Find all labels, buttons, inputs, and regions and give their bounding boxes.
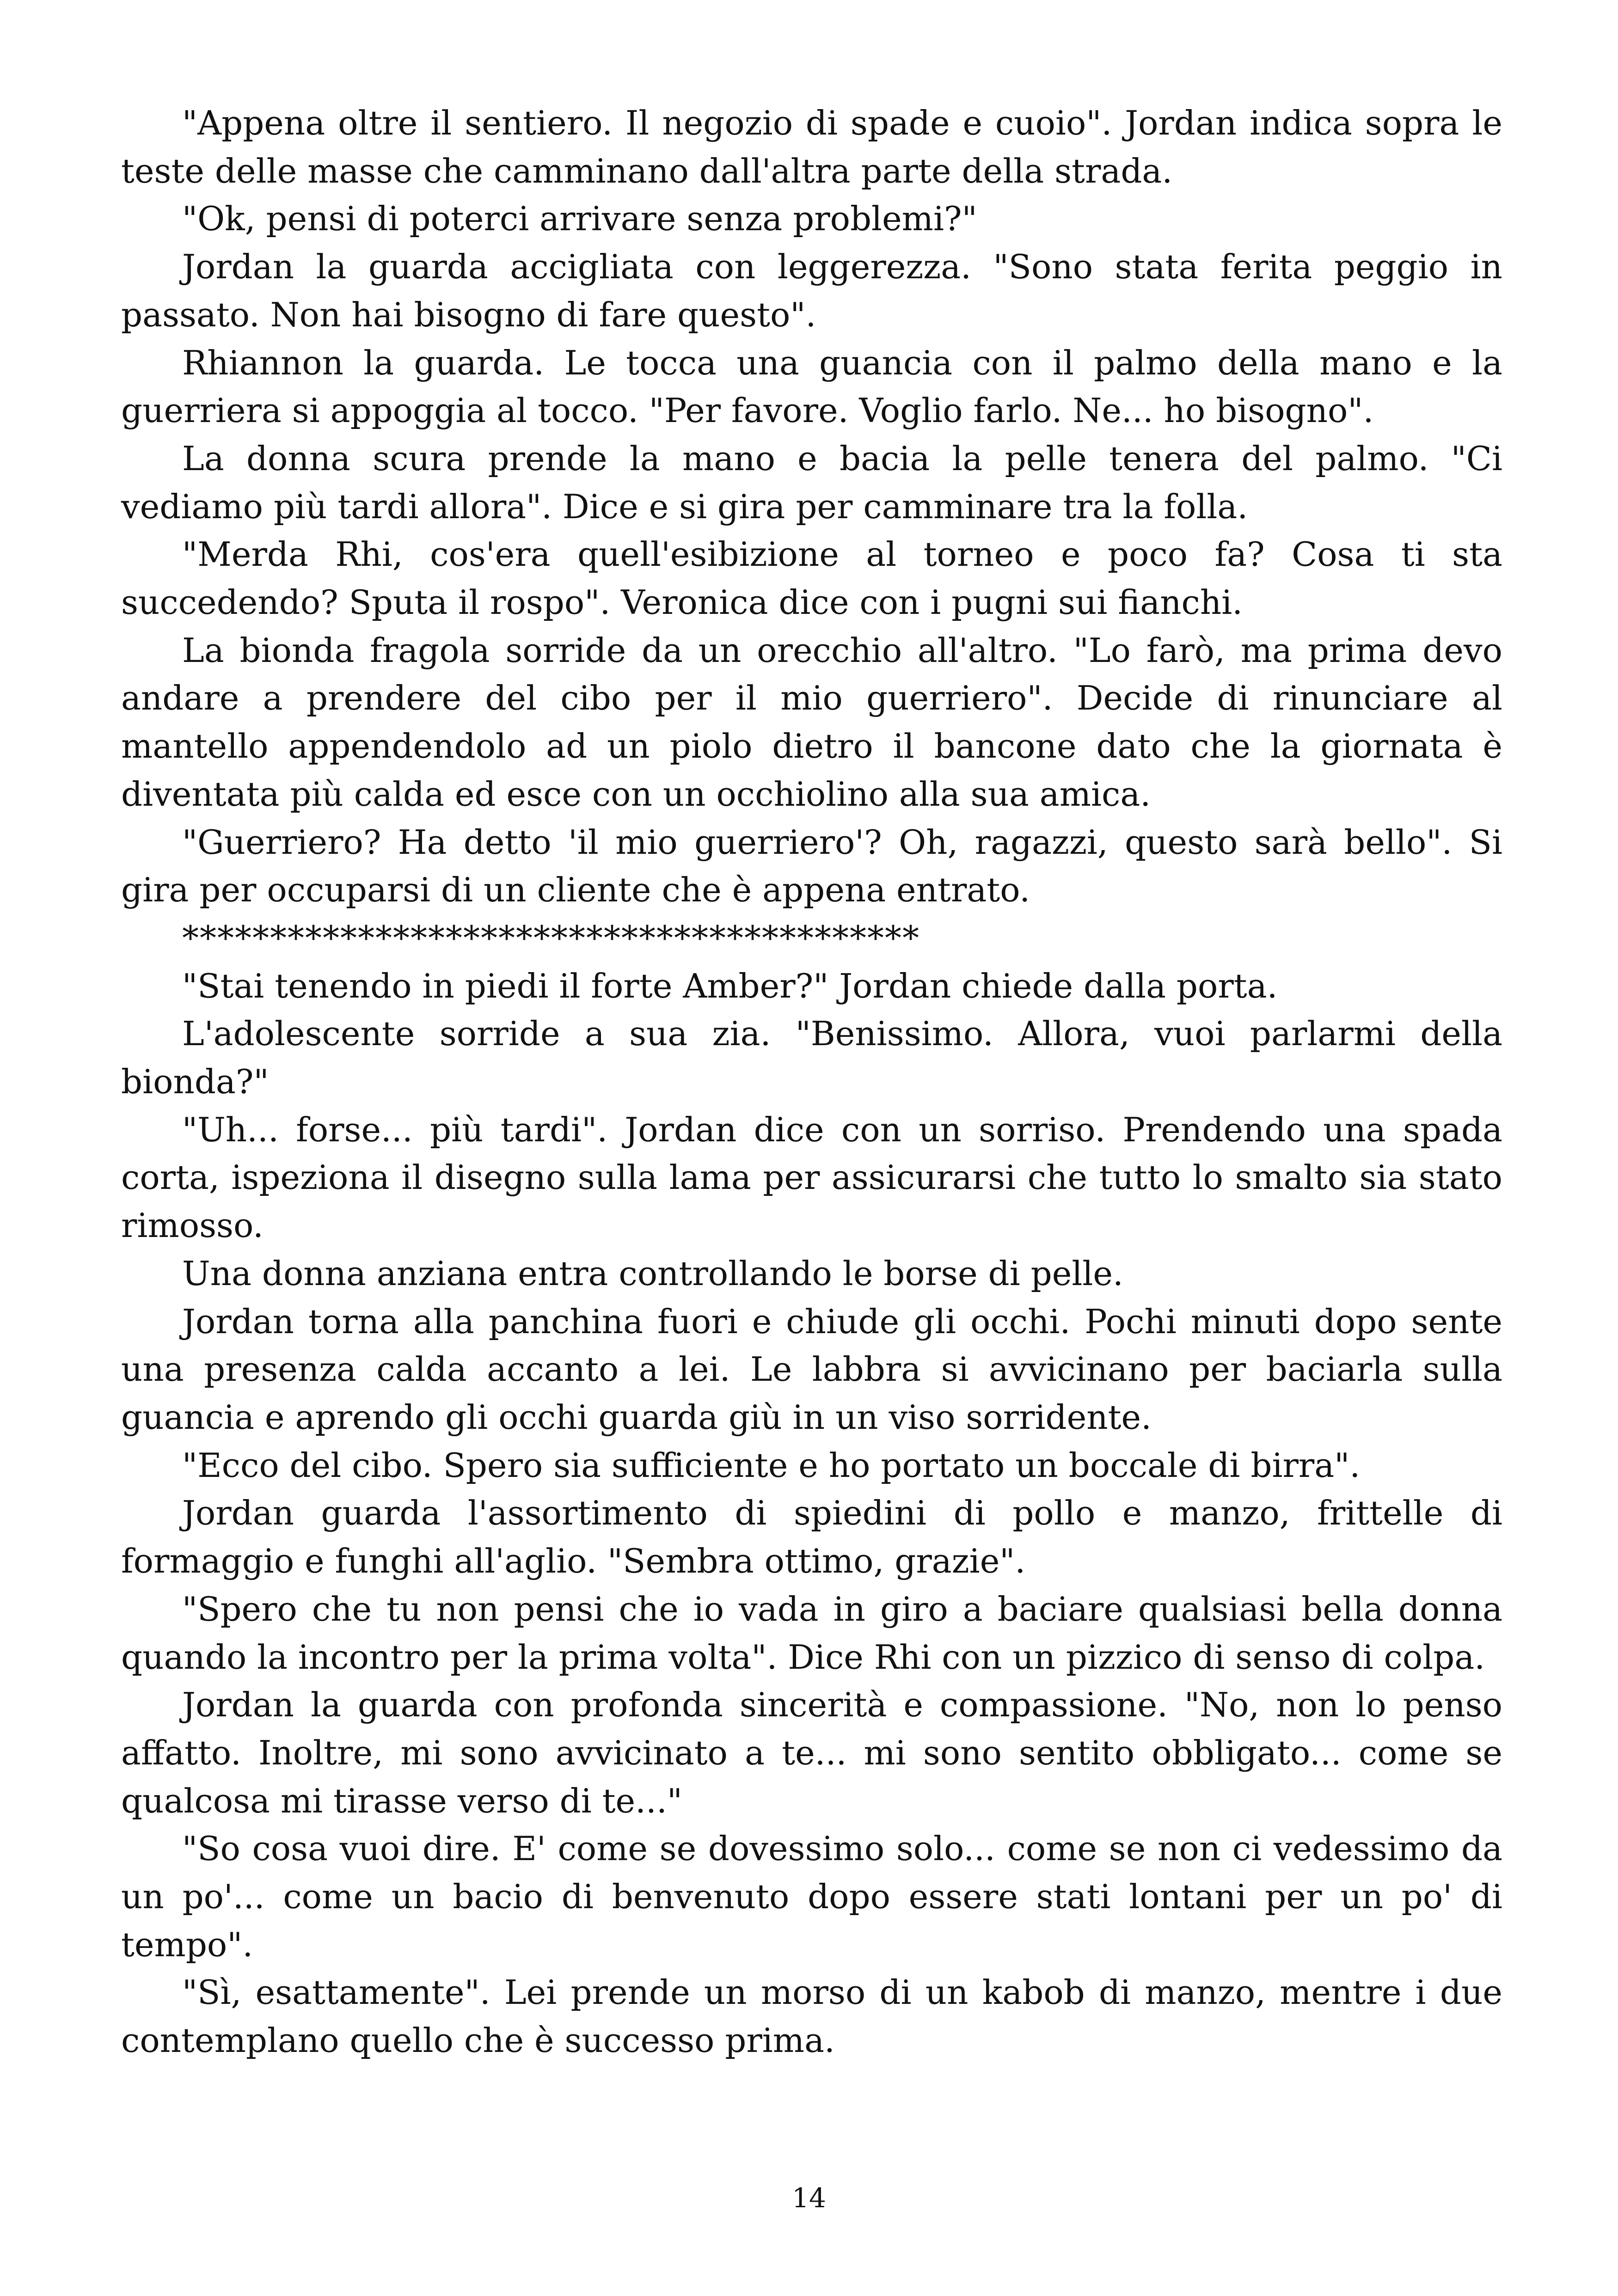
page-number: 14 — [792, 2182, 826, 2214]
paragraph: "Guerriero? Ha detto 'il mio guerriero'? Oh, ragazzi, questo sarà bello". Si gira per occuparsi di un cliente che è appena entrato. — [121, 822, 1502, 910]
page-body — [121, 99, 1502, 2065]
paragraph: Jordan torna alla panchina fuori e chiude gli occhi. Pochi minuti dopo sente una presenza calda accanto a lei. Le labbra si avvicinano per baciarla sulla guancia e aprendo gli occhi guarda giù in un viso sorridente. — [121, 1302, 1502, 1437]
paragraph: L'adolescente sorride a sua zia. "Benissimo. Allora, vuoi parlarmi della bionda?" — [121, 1014, 1502, 1102]
paragraph: "Uh... forse... più tardi". Jordan dice con un sorriso. Prendendo una spada corta, ispeziona il disegno sulla lama per assicurarsi che tutto lo smalto sia stato rimosso. — [121, 1110, 1502, 1245]
paragraph: "Ecco del cibo. Spero sia sufficiente e ho portato un boccale di birra". — [182, 1445, 1361, 1485]
paragraph: La bionda fragola sorride da un orecchio all'altro. "Lo farò, ma prima devo andare a prendere del cibo per il mio guerriero". Decide di rinunciare al mantello appendendolo ad un piolo dietro il bancone dato che la giornata è diventata più calda ed esce con un occhiolino alla sua amica. — [121, 631, 1502, 814]
paragraph: "So cosa vuoi dire. E' come se dovessimo solo... come se non ci vedessimo da un po'... come un bacio di benvenuto dopo essere stati lontani per un po' di tempo". — [121, 1829, 1502, 1964]
paragraph: "Stai tenendo in piedi il forte Amber?" Jordan chiede dalla porta. — [182, 966, 1278, 1005]
paragraph: "Merda Rhi, cos'era quell'esibizione al torneo e poco fa? Cosa ti sta succedendo? Sputa il rospo". Veronica dice con i pugni sui fianchi. — [121, 535, 1502, 622]
paragraph: Jordan guarda l'assortimento di spiedini di pollo e manzo, frittelle di formaggio e funghi all'aglio. "Sembra ottimo, grazie". — [121, 1494, 1502, 1581]
paragraph: La donna scura prende la mano e bacia la pelle tenera del palmo. "Ci vediamo più tardi allora". Dice e si gira per camminare tra la folla. — [121, 439, 1502, 526]
paragraph: "Appena oltre il sentiero. Il negozio di spade e cuoio". Jordan indica sopra le teste delle masse che camminano dall'altra parte della strada. — [121, 104, 1502, 190]
paragraph: Jordan la guarda con profonda sincerità e compassione. "No, non lo penso affatto. Inoltre, mi sono avvicinato a te... mi sono sentito obbligato... come se qualcosa mi tirasse verso di te..." — [121, 1685, 1502, 1820]
scene-break-separator: ****************************************** — [182, 918, 920, 957]
paragraph: Jordan la guarda accigliata con leggerezza. "Sono stata ferita peggio in passato. Non hai bisogno di fare questo". — [121, 247, 1502, 334]
paragraph: "Spero che tu non pensi che io vada in giro a baciare qualsiasi bella donna quando la incontro per la prima volta". Dice Rhi con un pizzico di senso di colpa. — [121, 1589, 1502, 1677]
paragraph: Rhiannon la guarda. Le tocca una guancia con il palmo della mano e la guerriera si appoggia al tocco. "Per favore. Voglio farlo. Ne... ho bisogno". — [121, 343, 1502, 430]
paragraph: Una donna anziana entra controllando le borse di pelle. — [182, 1254, 1123, 1293]
paragraph: "Ok, pensi di poterci arrivare senza problemi?" — [182, 199, 977, 239]
paragraph: "Sì, esattamente". Lei prende un morso di un kabob di manzo, mentre i due contemplano quello che è successo prima. — [121, 1973, 1502, 2060]
